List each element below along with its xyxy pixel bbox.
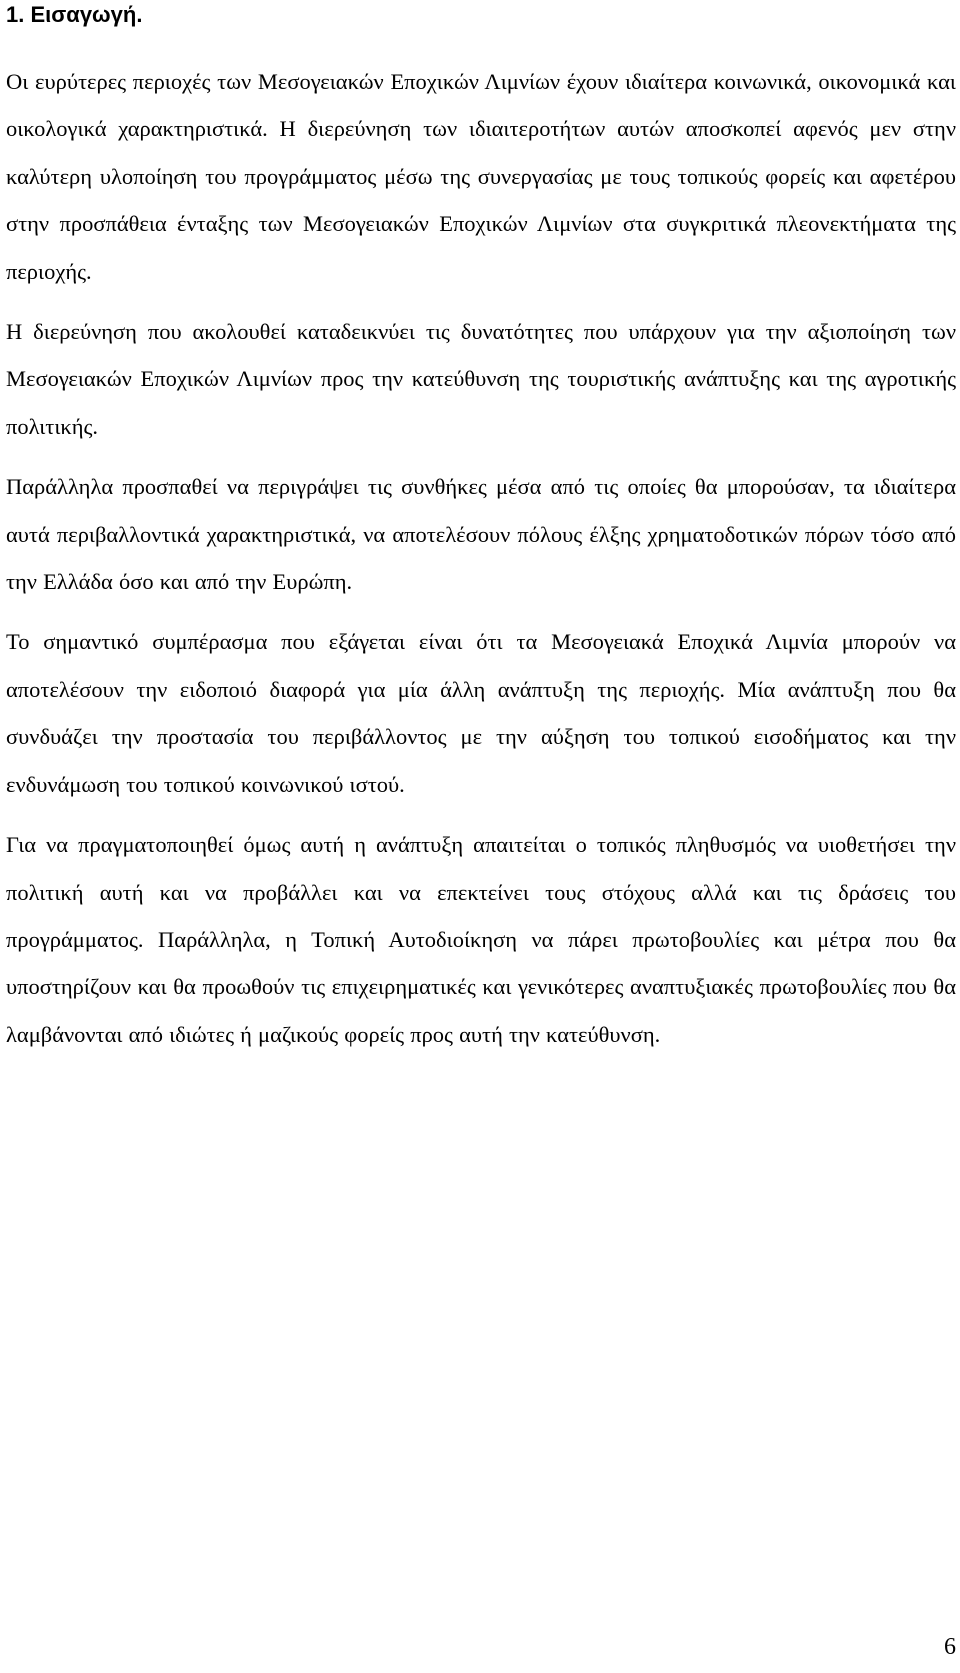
paragraph-2: Η διερεύνηση που ακολουθεί καταδεικνύει τις δυνατότητες που υπάρχουν για την αξιοποίηση των Μεσογειακών Εποχικών Λιμνίων προς την κατεύθυνση της τουριστικής ανάπτυξης και της αγροτικής πολιτικής. [6,319,956,439]
section-title: 1. Εισαγωγή. [6,2,143,27]
page-number: 6 [944,1634,956,1660]
paragraph-4: Το σημαντικό συμπέρασμα που εξάγεται είναι ότι τα Μεσογειακά Εποχικά Λιμνία μπορούν να αποτελέσουν την ειδοποιό διαφορά για μία άλλη ανάπτυξη της περιοχής. Μία ανάπτυξη που θα συνδυάζει την προστασία του περιβάλλοντος με την αύξηση του τοπικού εισοδήματος και την ενδυνάμωση του τοπικού κοινωνικού ιστού. [6,629,956,797]
paragraph-3: Παράλληλα προσπαθεί να περιγράψει τις συνθήκες μέσα από τις οποίες θα μπορούσαν, τα ιδιαίτερα αυτά περιβαλλοντικά χαρακτηριστικά, να αποτελέσουν πόλους έλξης χρηματοδοτικών πόρων τόσο από την Ελλάδα όσο και από την Ευρώπη. [6,474,956,595]
paragraph-1: Οι ευρύτερες περιοχές των Μεσογειακών Εποχικών Λιμνίων έχουν ιδιαίτερα κοινωνικά, οικονομικά και οικολογικά χαρακτηριστικά. Η διερεύνηση των ιδιαιτεροτήτων αυτών αποσκοπεί αφενός μεν στην καλύτερη υλοποίηση του προγράμματος μέσω της συνεργασίας με τους τοπικούς φορείς και αφετέρου στην προσπάθεια ένταξης των Μεσογειακών Εποχικών Λιμνίων στα συγκριτικά πλεονεκτήματα της περιοχής. [6,69,956,284]
body-text [6,58,956,1071]
paragraph-5: Για να πραγματοποιηθεί όμως αυτή η ανάπτυξη απαιτείται ο τοπικός πληθυσμός να υιοθετήσει την πολιτική αυτή και να προβάλλει και να επεκτείνει τους στόχους αλλά και τις δράσεις του προγράμματος. Παράλληλα, η Τοπική Αυτοδιοίκηση να πάρει πρωτοβουλίες και μέτρα που θα υποστηρίζουν και θα προωθούν τις επιχειρηματικές και γενικότερες αναπτυξιακές πρωτοβουλίες που θα λαμβάνονται από ιδιώτες ή μαζικούς φορείς προς αυτή την κατεύθυνση. [6,832,956,1047]
